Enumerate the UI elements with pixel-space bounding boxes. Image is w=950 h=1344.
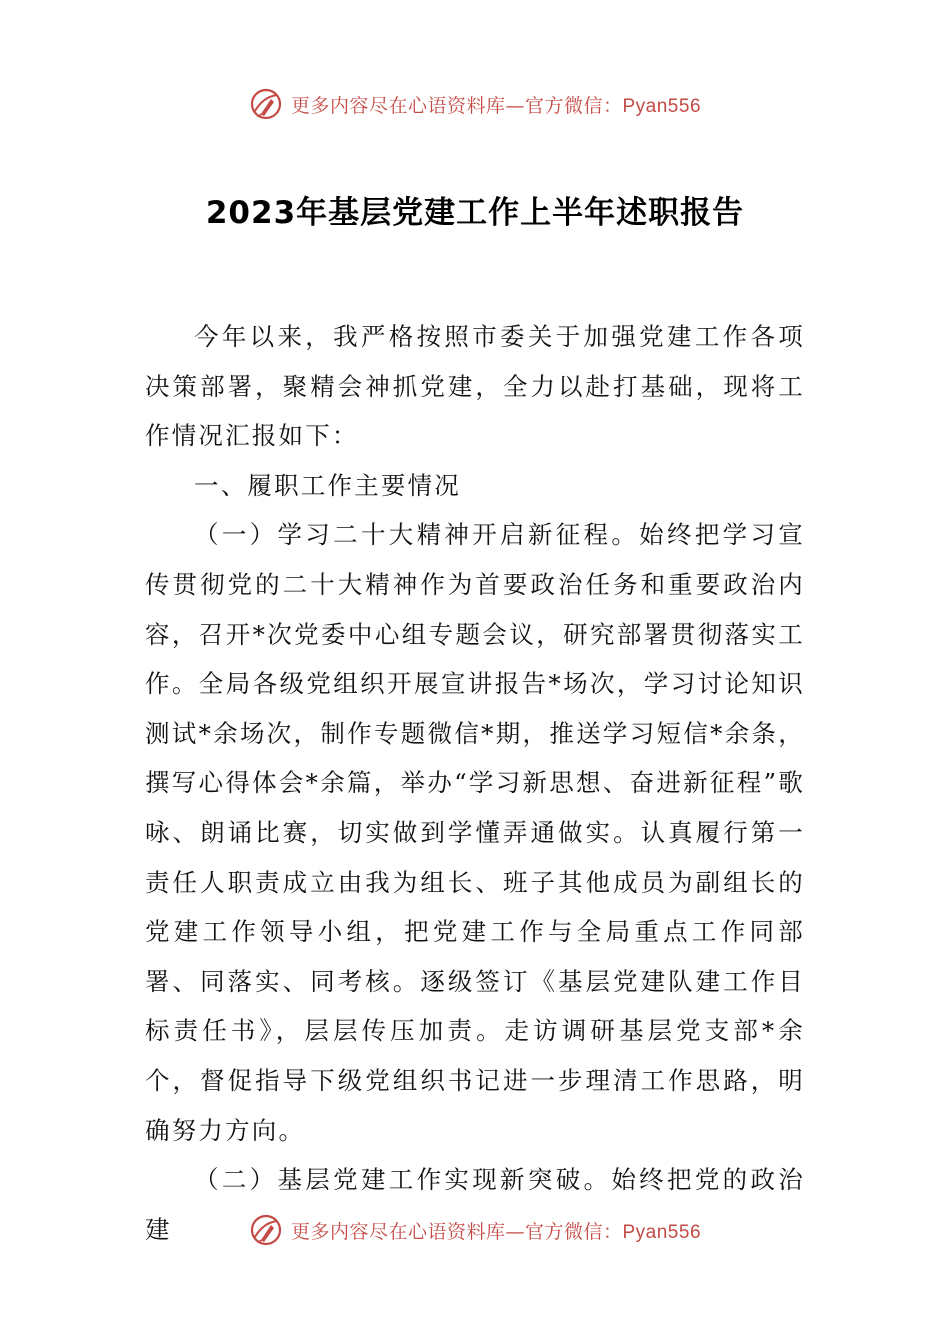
pen-nib-circle-icon bbox=[249, 87, 283, 121]
document-title: 2023年基层党建工作上半年述职报告 bbox=[205, 194, 745, 231]
document-body bbox=[145, 312, 805, 1254]
pen-nib-circle-icon bbox=[249, 1213, 283, 1247]
watermark-official: 官方微信： bbox=[524, 94, 623, 117]
watermark-label: 更多内容尽在心语资料库 bbox=[290, 1220, 506, 1243]
watermark-id: Pyan556 bbox=[622, 95, 702, 117]
watermark-dash: — bbox=[505, 1220, 525, 1243]
section-heading: 一、履职工作主要情况 bbox=[194, 470, 461, 500]
watermark-label: 更多内容尽在心语资料库 bbox=[290, 94, 506, 117]
watermark-text bbox=[291, 91, 701, 118]
footer-watermark bbox=[0, 1210, 950, 1250]
watermark-dash: — bbox=[505, 94, 525, 117]
watermark-text bbox=[291, 1217, 701, 1244]
body-paragraph-1: （一）学习二十大精神开启新征程。始终把学习宣传贯彻党的二十大精神作为首要政治任务和重要政治内容，召开*次党委中心组专题会议，研究部署贯彻落实工作。全局各级党组织开展宣讲报告*场次，学习讨论知识测试*余场次，制作专题微信*期，推送学习短信*余条，撰写心得体会*余篇，举办“学习新思想、奋进新征程”歌咏、朗诵比赛，切实做到学懂弄通做实。认真履行第一责任人职责成立由我为组长、班子其他成员为副组长的党建工作领导小组，把党建工作与全局重点工作同部署、同落实、同考核。逐级签订《基层党建队建工作目标责任书》，层层传压加责。走访调研基层党支部*余个，督促指导下级党组织书记进一步理清工作思路，明确努力方向。 bbox=[145, 520, 805, 1145]
watermark-id: Pyan556 bbox=[622, 1221, 702, 1243]
body-paragraph-2: （二）基层党建工作实现新突破。始终把党的政治建 bbox=[145, 1165, 805, 1244]
header-watermark bbox=[0, 84, 950, 124]
intro-paragraph: 今年以来，我严格按照市委关于加强党建工作各项决策部署，聚精会神抓党建，全力以赴打基础，现将工作情况汇报如下： bbox=[145, 322, 805, 451]
watermark-official: 官方微信： bbox=[524, 1220, 623, 1243]
